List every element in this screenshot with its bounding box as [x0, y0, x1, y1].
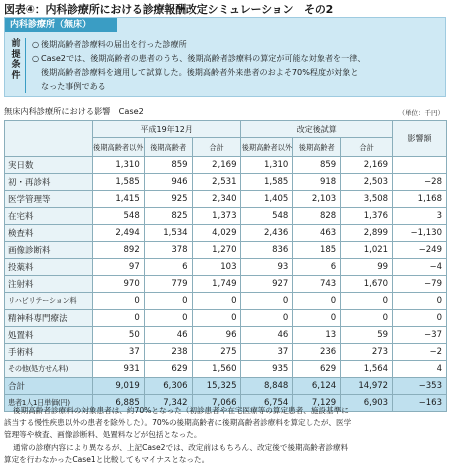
table-cell: 6,885 [92, 395, 144, 412]
table-cell: 1,670 [341, 276, 393, 293]
table-cell: −249 [393, 242, 447, 259]
table-cell: 1,310 [241, 157, 293, 174]
table-cell: 1,415 [92, 191, 144, 208]
table-cell: 859 [293, 157, 341, 174]
table-cell: −28 [393, 174, 447, 191]
table-cell: 825 [144, 208, 192, 225]
table-cell: 0 [92, 293, 144, 310]
table-cell: 1,021 [341, 242, 393, 259]
table-cell: −1,130 [393, 225, 447, 242]
table-cell: 892 [92, 242, 144, 259]
table-cell: 931 [92, 361, 144, 378]
table-cell: 0 [144, 310, 192, 327]
table-cell: 0 [241, 310, 293, 327]
table-cell: 946 [144, 174, 192, 191]
table-cell: 1,405 [241, 191, 293, 208]
table-cell: 0 [393, 310, 447, 327]
group-header: 平成19年12月 [92, 121, 241, 138]
row-label: 医学管理等 [5, 191, 93, 208]
table-cell: 2,503 [341, 174, 393, 191]
column-header: 後期高齢者 [144, 138, 192, 157]
table-cell: 918 [293, 174, 341, 191]
table-row [5, 259, 447, 276]
table-cell: 1,534 [144, 225, 192, 242]
table-cell: 828 [293, 208, 341, 225]
table-cell: −2 [393, 344, 447, 361]
row-label: 画像診断料 [5, 242, 93, 259]
table-cell: 0 [293, 293, 341, 310]
table-row [5, 361, 447, 378]
premise-item: なった事例である [41, 81, 106, 91]
table-row [5, 293, 447, 310]
table-cell: −4 [393, 259, 447, 276]
table-row [5, 174, 447, 191]
corner-cell [5, 121, 93, 157]
premise-item: 後期高齢者診療料を適用して試算した。後期高齢者外来患者のおよそ70%程度が対象と [41, 67, 359, 77]
table-cell: 103 [192, 259, 241, 276]
table-cell: 0 [241, 293, 293, 310]
premise-box [4, 17, 446, 97]
row-label: 在宅料 [5, 208, 93, 225]
table-cell: 1,560 [192, 361, 241, 378]
row-label: 検査料 [5, 225, 93, 242]
table-cell: 2,531 [192, 174, 241, 191]
table-cell: −79 [393, 276, 447, 293]
table-cell: 6,903 [341, 395, 393, 412]
group-header: 改定後試算 [241, 121, 393, 138]
row-label: 投薬料 [5, 259, 93, 276]
note-paragraph: 管理等や検査、画像診断料、処置料などが包括となった。 [4, 430, 202, 439]
note-paragraph: 後期高齢者診療料の対象患者は、約70%となった（初診患者や在宅医療等の算定患者、施設基準に [13, 406, 349, 415]
table-cell: 6 [144, 259, 192, 276]
impact-header: 影響額 [393, 121, 447, 157]
table-cell: −163 [393, 395, 447, 412]
table-cell: 15,325 [192, 378, 241, 395]
impact-table [4, 120, 447, 412]
table-cell: 4,029 [192, 225, 241, 242]
table-cell: 1,270 [192, 242, 241, 259]
table-cell: 2,494 [92, 225, 144, 242]
table-cell: 629 [144, 361, 192, 378]
table-cell: 6,754 [241, 395, 293, 412]
table-cell: 0 [393, 293, 447, 310]
table-row [5, 242, 447, 259]
table-cell: 463 [293, 225, 341, 242]
table-cell: 0 [341, 293, 393, 310]
table-cell: 1,373 [192, 208, 241, 225]
table-cell: 2,103 [293, 191, 341, 208]
table-cell: 2,340 [192, 191, 241, 208]
table-cell: 1,564 [341, 361, 393, 378]
table-cell: −353 [393, 378, 447, 395]
table-cell: 1,749 [192, 276, 241, 293]
row-label: 合計 [5, 378, 93, 395]
row-label: リハビリテーション料 [5, 293, 93, 310]
row-label: 注射料 [5, 276, 93, 293]
note-paragraph: 算定を行わなかったCase1と比較してもマイナスとなった。 [4, 455, 210, 464]
table-cell: 2,436 [241, 225, 293, 242]
table-row [5, 344, 447, 361]
row-label: 患者1人1日単価(円) [5, 395, 93, 412]
table-cell: 0 [341, 310, 393, 327]
table-cell: 59 [341, 327, 393, 344]
table-row [5, 191, 447, 208]
table-unit: （単位：千円） [398, 109, 444, 117]
table-cell: 2,169 [192, 157, 241, 174]
table-cell: 0 [293, 310, 341, 327]
table-row [5, 225, 447, 242]
table-cell: 236 [293, 344, 341, 361]
table-row [5, 276, 447, 293]
table-cell: 275 [192, 344, 241, 361]
table-cell: 13 [293, 327, 341, 344]
premise-item: ○ 後期高齢者診療料の届出を行った診療所 [32, 39, 187, 49]
table-cell: 743 [293, 276, 341, 293]
table-cell: 779 [144, 276, 192, 293]
table-cell: 97 [92, 259, 144, 276]
table-cell: 6,306 [144, 378, 192, 395]
table-row [5, 157, 447, 174]
table-cell: 8,848 [241, 378, 293, 395]
table-cell: −37 [393, 327, 447, 344]
row-label: その他(処方せん料) [5, 361, 93, 378]
table-cell: 4 [393, 361, 447, 378]
row-label: 初・再診料 [5, 174, 93, 191]
table-cell: 6 [293, 259, 341, 276]
table-cell: 0 [92, 310, 144, 327]
table-cell: 935 [241, 361, 293, 378]
table-cell: 0 [144, 293, 192, 310]
table-cell: 46 [241, 327, 293, 344]
table-cell: 970 [92, 276, 144, 293]
row-label: 処置料 [5, 327, 93, 344]
table-cell: 1,585 [241, 174, 293, 191]
table-cell: 7,129 [293, 395, 341, 412]
premise-item: ○ Case2では、後期高齢者の患者のうち、後期高齢者診療料の算定が可能な対象者を一律、 [32, 53, 366, 63]
table-cell: 1,585 [92, 174, 144, 191]
table-cell: 548 [241, 208, 293, 225]
premise-label: 前 提 条 件 [11, 39, 21, 81]
total-row [5, 378, 447, 395]
table-cell: 46 [144, 327, 192, 344]
row-label: 手術料 [5, 344, 93, 361]
table-row [5, 327, 447, 344]
table-cell: 37 [92, 344, 144, 361]
table-cell: 50 [92, 327, 144, 344]
table-cell: 238 [144, 344, 192, 361]
table-cell: 925 [144, 191, 192, 208]
column-header: 後期高齢者以外 [241, 138, 293, 157]
table-cell: 6,124 [293, 378, 341, 395]
table-cell: 1,310 [92, 157, 144, 174]
table-cell: 2,899 [341, 225, 393, 242]
note-paragraph: 通常の診療内容により異なるが、上記Case2では、改定前はもちろん、改定後で後期高齢者診療料 [13, 443, 349, 452]
table-cell: 37 [241, 344, 293, 361]
table-cell: 3 [393, 208, 447, 225]
table-cell: 2,169 [341, 157, 393, 174]
table-cell: 0 [192, 293, 241, 310]
table-cell: 93 [241, 259, 293, 276]
table-row [5, 310, 447, 327]
column-header: 合計 [192, 138, 241, 157]
table-cell [393, 157, 447, 174]
table-cell: 629 [293, 361, 341, 378]
table-body [5, 157, 447, 412]
table-cell: 96 [192, 327, 241, 344]
note-paragraph: 該当する慢性疾患以外の患者を除外した）。70%の後期高齢者に後期高齢者診療料を算定したが、医学 [4, 418, 352, 427]
row-label: 実日数 [5, 157, 93, 174]
table-cell: 3,508 [341, 191, 393, 208]
table-cell: 0 [192, 310, 241, 327]
table-cell: 273 [341, 344, 393, 361]
column-header: 後期高齢者以外 [92, 138, 144, 157]
table-cell: 859 [144, 157, 192, 174]
page-title: 図表④：内科診療所における診療報酬改定シミュレーション その2 [4, 3, 334, 16]
table-row [5, 208, 447, 225]
table-cell: 1,376 [341, 208, 393, 225]
table-cell: 7,066 [192, 395, 241, 412]
table-cell: 185 [293, 242, 341, 259]
table-cell: 7,342 [144, 395, 192, 412]
premise-header: 内科診療所（無床） [5, 18, 117, 32]
column-header: 後期高齢者 [293, 138, 341, 157]
premise-divider [25, 38, 26, 93]
table-cell: 836 [241, 242, 293, 259]
row-label: 精神科専門療法 [5, 310, 93, 327]
table-cell: 548 [92, 208, 144, 225]
column-header: 合計 [341, 138, 393, 157]
table-cell: 99 [341, 259, 393, 276]
table-caption: 無床内科診療所における影響 Case2 [4, 106, 144, 116]
table-cell: 1,168 [393, 191, 447, 208]
table-cell: 14,972 [341, 378, 393, 395]
table-cell: 927 [241, 276, 293, 293]
table-cell: 9,019 [92, 378, 144, 395]
table-cell: 378 [144, 242, 192, 259]
